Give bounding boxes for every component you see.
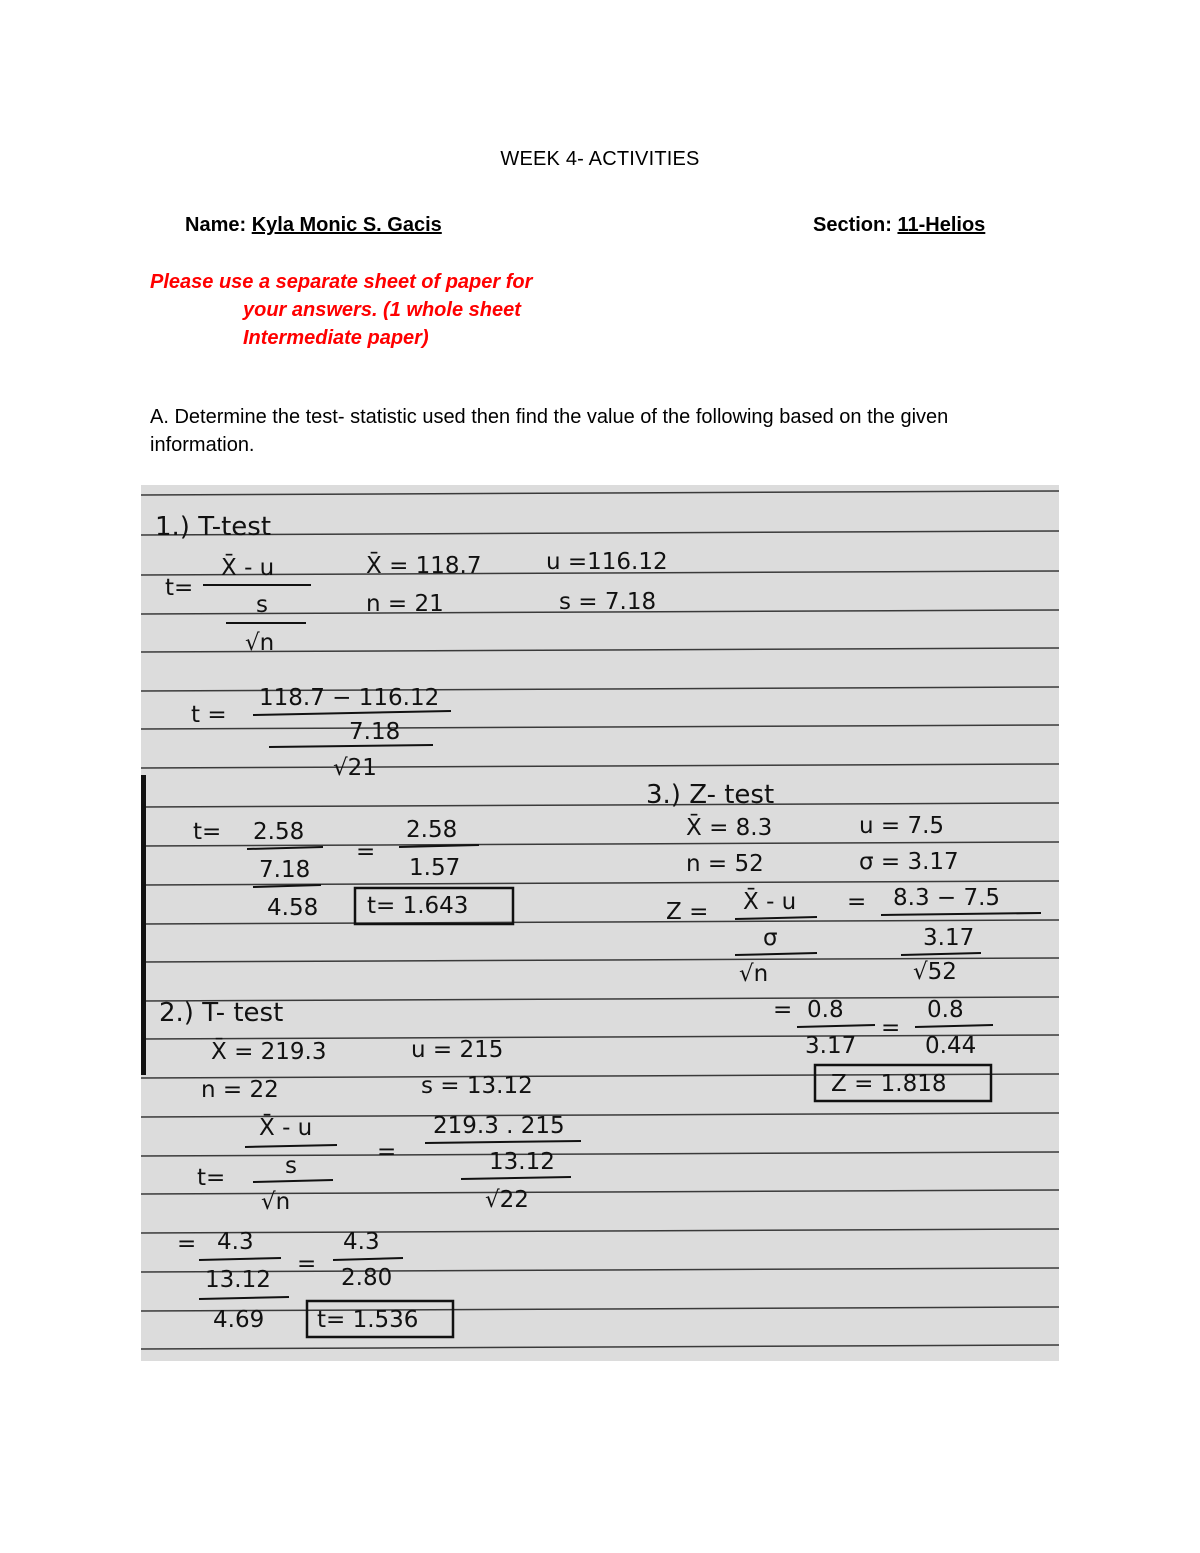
- p2-step-num: 4.3: [217, 1229, 254, 1255]
- p2-formula-lhs: t=: [197, 1165, 226, 1191]
- p3-sub-den: 3.17: [923, 925, 975, 951]
- p3-step-den2: 0.44: [925, 1033, 977, 1059]
- notebook-sheet: [141, 485, 1059, 1361]
- name-line: [185, 214, 442, 237]
- instructions: [150, 268, 532, 352]
- name-label: Name:: [185, 214, 247, 236]
- p2-sub-root: √22: [485, 1187, 529, 1213]
- p1-xbar: X̄ = 118.7: [366, 553, 482, 579]
- p1-step-lhs: t=: [193, 819, 222, 845]
- p2-sub-num: 219.3 . 215: [433, 1113, 565, 1139]
- p3-formula-root: √n: [739, 961, 769, 987]
- p1-sub-lhs: t =: [191, 702, 227, 728]
- p3-step-eq2: =: [881, 1015, 901, 1041]
- section-line: [813, 214, 985, 237]
- name-value: Kyla Monic S. Gacis: [251, 214, 442, 236]
- p2-mu: u = 215: [411, 1037, 504, 1063]
- p2-step-eq: =: [177, 1231, 197, 1257]
- p2-formula-root: √n: [261, 1189, 291, 1215]
- p1-mu: u =116.12: [546, 549, 668, 575]
- p3-formula-num: X̄ - u: [743, 889, 797, 915]
- p1-n: n = 21: [366, 591, 444, 617]
- instructions-line-2: your answers. (1 whole sheet: [243, 299, 521, 321]
- p1-formula-lhs: t=: [165, 575, 194, 601]
- p1-formula-num: X̄ - u: [221, 555, 275, 581]
- p1-sub-den: 7.18: [349, 719, 401, 745]
- instructions-line-3: Intermediate paper): [243, 327, 429, 349]
- p2-sub-den: 13.12: [489, 1149, 555, 1175]
- p3-step-eq: =: [773, 997, 793, 1023]
- page-title: WEEK 4- ACTIVITIES: [500, 148, 700, 170]
- p2-n: n = 22: [201, 1077, 279, 1103]
- instructions-line-1: Please use a separate sheet of paper for: [150, 271, 533, 293]
- p1-sub-num: 118.7 − 116.12: [259, 685, 440, 711]
- p2-step-den: 13.12: [205, 1267, 271, 1293]
- p3-n: n = 52: [686, 851, 764, 877]
- p1-sub-root: √21: [333, 755, 377, 781]
- p3-sub-root: √52: [913, 959, 957, 985]
- p2-step-eq2: =: [297, 1251, 317, 1277]
- p3-heading: 3.) Z- test: [646, 780, 775, 810]
- section-label: Section:: [813, 214, 892, 236]
- p3-sub-num: 8.3 − 7.5: [893, 885, 1001, 911]
- p2-heading: 2.) T- test: [159, 998, 284, 1028]
- part-a-instructions: A. Determine the test- statistic used then find the value of the following based on the given information.: [150, 406, 949, 456]
- p2-eq: =: [377, 1139, 397, 1165]
- section-value: 11-Helios: [897, 214, 986, 236]
- p1-step-den2: 4.58: [267, 895, 319, 921]
- p1-step-eq: =: [356, 839, 376, 865]
- p1-heading: 1.) T-test: [155, 512, 272, 542]
- p3-sigma: σ = 3.17: [859, 849, 959, 875]
- p3-step-den: 3.17: [805, 1033, 857, 1059]
- p2-step-den2: 4.69: [213, 1307, 265, 1333]
- p3-answer: Z = 1.818: [831, 1071, 947, 1097]
- p3-xbar: X̄ = 8.3: [686, 815, 773, 841]
- p3-step-num: 0.8: [807, 997, 844, 1023]
- p1-answer: t= 1.643: [367, 893, 469, 919]
- p1-formula-root: √n: [245, 630, 275, 656]
- p3-formula-lhs: Z =: [666, 899, 709, 925]
- p1-step-den3: 1.57: [409, 855, 461, 881]
- p1-step-den: 7.18: [259, 857, 311, 883]
- p3-mu: u = 7.5: [859, 813, 945, 839]
- p1-step-num: 2.58: [253, 819, 305, 845]
- p2-s: s = 13.12: [421, 1073, 533, 1099]
- p2-xbar: X̄ = 219.3: [211, 1039, 327, 1065]
- p2-formula-num: X̄ - u: [259, 1115, 313, 1141]
- p3-step-num2: 0.8: [927, 997, 964, 1023]
- p2-step-den3: 2.80: [341, 1265, 393, 1291]
- p2-answer: t= 1.536: [317, 1307, 419, 1333]
- p1-s: s = 7.18: [559, 589, 657, 615]
- p1-step-num2: 2.58: [406, 817, 458, 843]
- handwritten-answers-photo: [141, 485, 1059, 1361]
- p2-step-num2: 4.3: [343, 1229, 380, 1255]
- p1-formula-den: s: [256, 592, 268, 618]
- p3-formula-den: σ: [763, 925, 778, 951]
- p2-formula-den: s: [285, 1153, 297, 1179]
- p3-eq: =: [847, 889, 867, 915]
